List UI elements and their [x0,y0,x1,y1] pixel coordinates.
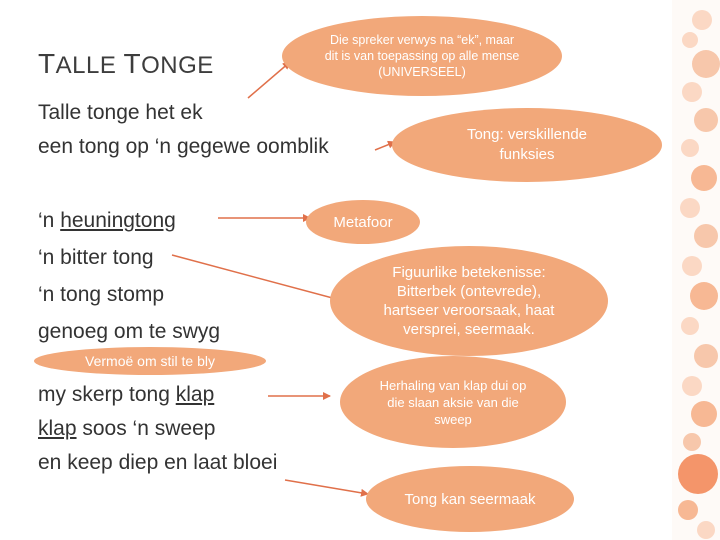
verse-line-1-underlined: klap [175,383,215,406]
verse-line-1 [38,378,277,412]
intro-text [38,96,329,164]
list-item-1-underlined: heuningtong [60,209,176,232]
intro-line-2: een tong op ‘n gegewe oomblik [38,135,329,158]
seermaak-bubble [366,466,574,532]
metafoor-bubble [306,200,420,244]
seermaak-bubble-text: Tong kan seermaak [404,490,536,508]
verse-line-1-pre: my skerp tong [38,383,176,406]
list-item-4: genoeg om te swyg [38,320,221,343]
title-rest-2: ONGE [141,52,214,79]
tong-bubble [392,108,662,182]
title-cap-2: T [123,48,142,79]
intro-line-1: Talle tonge het ek [38,101,203,124]
verse-line-2-post: soos ‘n sweep [76,417,216,440]
figuurlike-bubble [330,246,608,356]
verse-text [38,378,277,480]
arrow-seermaak [285,480,368,494]
list-item-1-prefix: ‘n [38,209,61,232]
tong-bubble-text: Tong: verskillende funksies [466,126,588,163]
verse-line-2 [38,412,277,446]
title-rest-1: ALLE [55,52,124,79]
herhaling-bubble-text: Herhaling van klap dui op die slaan aksie van die sweep [379,377,527,427]
verse-line-3: en keep diep en laat bloei [38,451,278,474]
speaker-bubble [282,16,562,96]
slide-title [38,48,214,80]
vermoe-bubble [34,347,266,375]
arrow-speaker [248,62,290,98]
speaker-bubble-text: Die spreker verwys na “ek”, maar dit is van toepassing op alle mense (UNIVERSEEL) [324,33,520,79]
herhaling-bubble [340,356,566,448]
metafoor-bubble-text: Metafoor [333,213,393,231]
list-item-3: ‘n tong stomp [38,283,165,306]
verse-line-2-underlined: klap [38,417,77,440]
figuurlike-bubble-text: Figuurlike betekenisse: Bitterbek (ontevrede), hartseer veroorsaak, haat versprei, seermaak. [383,264,555,338]
list-item-1 [38,202,220,239]
title-cap-1: T [38,48,56,79]
tong-list [38,202,220,350]
vermoe-bubble-text: Vermoë om stil te bly [85,353,215,369]
list-item-2: ‘n bitter tong [38,246,154,269]
